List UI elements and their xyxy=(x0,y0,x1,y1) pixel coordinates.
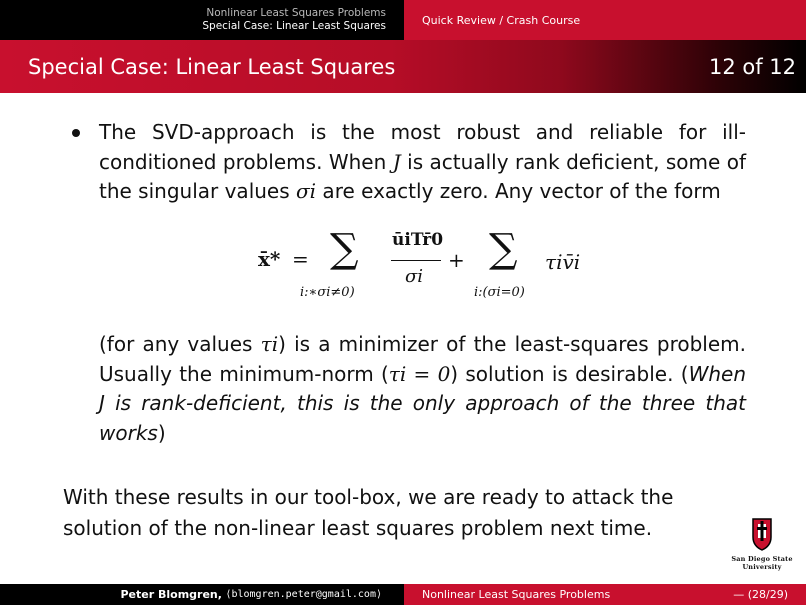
equation-equals: = xyxy=(292,247,309,271)
bullet-item xyxy=(70,118,746,207)
nav-section-link[interactable]: Nonlinear Least Squares Problems xyxy=(206,7,386,19)
fraction-bar xyxy=(391,260,441,261)
italic-note: When J is rank-deficient, this is the only approach of the three that works xyxy=(99,361,746,445)
title-bar xyxy=(0,40,806,93)
footer-email[interactable]: ⟨blomgren.peter@gmail.com⟩ xyxy=(225,589,382,600)
footer-author-block xyxy=(0,584,404,605)
top-navigation xyxy=(0,0,806,40)
footer-talk-title: Nonlinear Least Squares Problems xyxy=(422,588,611,601)
equation-plus: + xyxy=(448,248,465,272)
logo-line-1: San Diego State xyxy=(731,555,793,563)
sum-index-1: i:∗σi≠0) xyxy=(300,285,355,300)
logo-line-2: University xyxy=(742,563,782,571)
sum-index-2: i:(σi=0) xyxy=(474,285,525,300)
footer-title-block xyxy=(404,584,806,605)
footer-author: Peter Blomgren, xyxy=(120,588,222,601)
nav-quick-review-link[interactable]: Quick Review / Crash Course xyxy=(422,13,581,27)
frame-counter: 12 of 12 xyxy=(708,54,796,79)
footer-page-number: — (28/29) xyxy=(733,588,788,601)
nav-right-block xyxy=(404,0,806,40)
bullet-text: The SVD-approach is the most robust and reliable for ill-conditioned problems. When J is actually rank deficient, some of the singular values σi are exactly zero. Any vector of the form xyxy=(99,120,746,203)
sum-symbol-1: ∑ xyxy=(330,226,359,272)
fraction-denominator: σi xyxy=(405,266,424,287)
after-equation-text: (for any values τi) is a minimizer of the least-squares problem. Usually the minimum-norm (τi = 0) solution is desirable. (When J is rank-deficient, this is the only approach of the three that works) xyxy=(99,332,746,445)
sum-symbol-2: ∑ xyxy=(489,226,518,272)
sigma-i: σi xyxy=(296,179,317,203)
university-logo xyxy=(722,517,802,577)
equation-term2: τiv̄i xyxy=(545,250,581,274)
nav-subsection-link[interactable]: Special Case: Linear Least Squares xyxy=(202,20,386,32)
shield-logo-icon xyxy=(750,517,774,551)
equation-lhs: x̄* xyxy=(258,247,281,271)
slide-title: Special Case: Linear Least Squares xyxy=(28,54,396,79)
nav-section-block xyxy=(0,0,404,40)
footer xyxy=(0,584,806,605)
closing-paragraph: With these results in our tool-box, we are ready to attack the solution of the non-linear least squares problem next time. xyxy=(63,485,674,540)
fraction-numerator: ūiTr̄0 xyxy=(392,230,444,250)
